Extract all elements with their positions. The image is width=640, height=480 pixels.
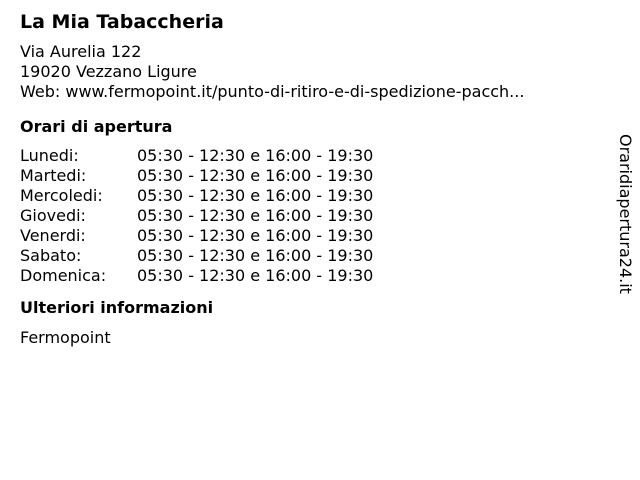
day-label: Giovedi:: [20, 206, 86, 225]
hours-row-sunday: [20, 266, 600, 286]
day-label: Mercoledi:: [20, 186, 103, 205]
hours-row-tuesday: [20, 166, 600, 186]
hours-row-saturday: [20, 246, 600, 266]
opening-hours-heading: Orari di apertura: [20, 117, 173, 136]
store-info-card: [20, 10, 600, 348]
address-city: 19020 Vezzano Ligure: [20, 62, 197, 81]
time-range: 05:30 - 12:30 e 16:00 - 19:30: [137, 266, 374, 285]
day-label: Lunedi:: [20, 146, 79, 165]
time-range: 05:30 - 12:30 e 16:00 - 19:30: [137, 206, 374, 225]
opening-hours-list: [20, 146, 600, 286]
day-label: Sabato:: [20, 246, 82, 265]
day-label: Venerdi:: [20, 226, 86, 245]
time-range: 05:30 - 12:30 e 16:00 - 19:30: [137, 166, 374, 185]
time-range: 05:30 - 12:30 e 16:00 - 19:30: [137, 186, 374, 205]
hours-row-friday: [20, 226, 600, 246]
time-range: 05:30 - 12:30 e 16:00 - 19:30: [137, 246, 374, 265]
site-brand-vertical[interactable]: Oraridiapertura24.it: [616, 134, 635, 294]
time-range: 05:30 - 12:30 e 16:00 - 19:30: [137, 226, 374, 245]
hours-row-thursday: [20, 206, 600, 226]
address-street: Via Aurelia 122: [20, 42, 142, 61]
time-range: 05:30 - 12:30 e 16:00 - 19:30: [137, 146, 374, 165]
hours-row-monday: [20, 146, 600, 166]
hours-row-wednesday: [20, 186, 600, 206]
website-link[interactable]: Web: www.fermopoint.it/punto-di-ritiro-e-di-spedizione-pacch...: [20, 82, 525, 101]
day-label: Domenica:: [20, 266, 107, 285]
store-name: La Mia Tabaccheria: [20, 11, 224, 33]
day-label: Martedi:: [20, 166, 87, 185]
further-info-text: Fermopoint: [20, 328, 111, 347]
further-info-heading: Ulteriori informazioni: [20, 298, 214, 317]
